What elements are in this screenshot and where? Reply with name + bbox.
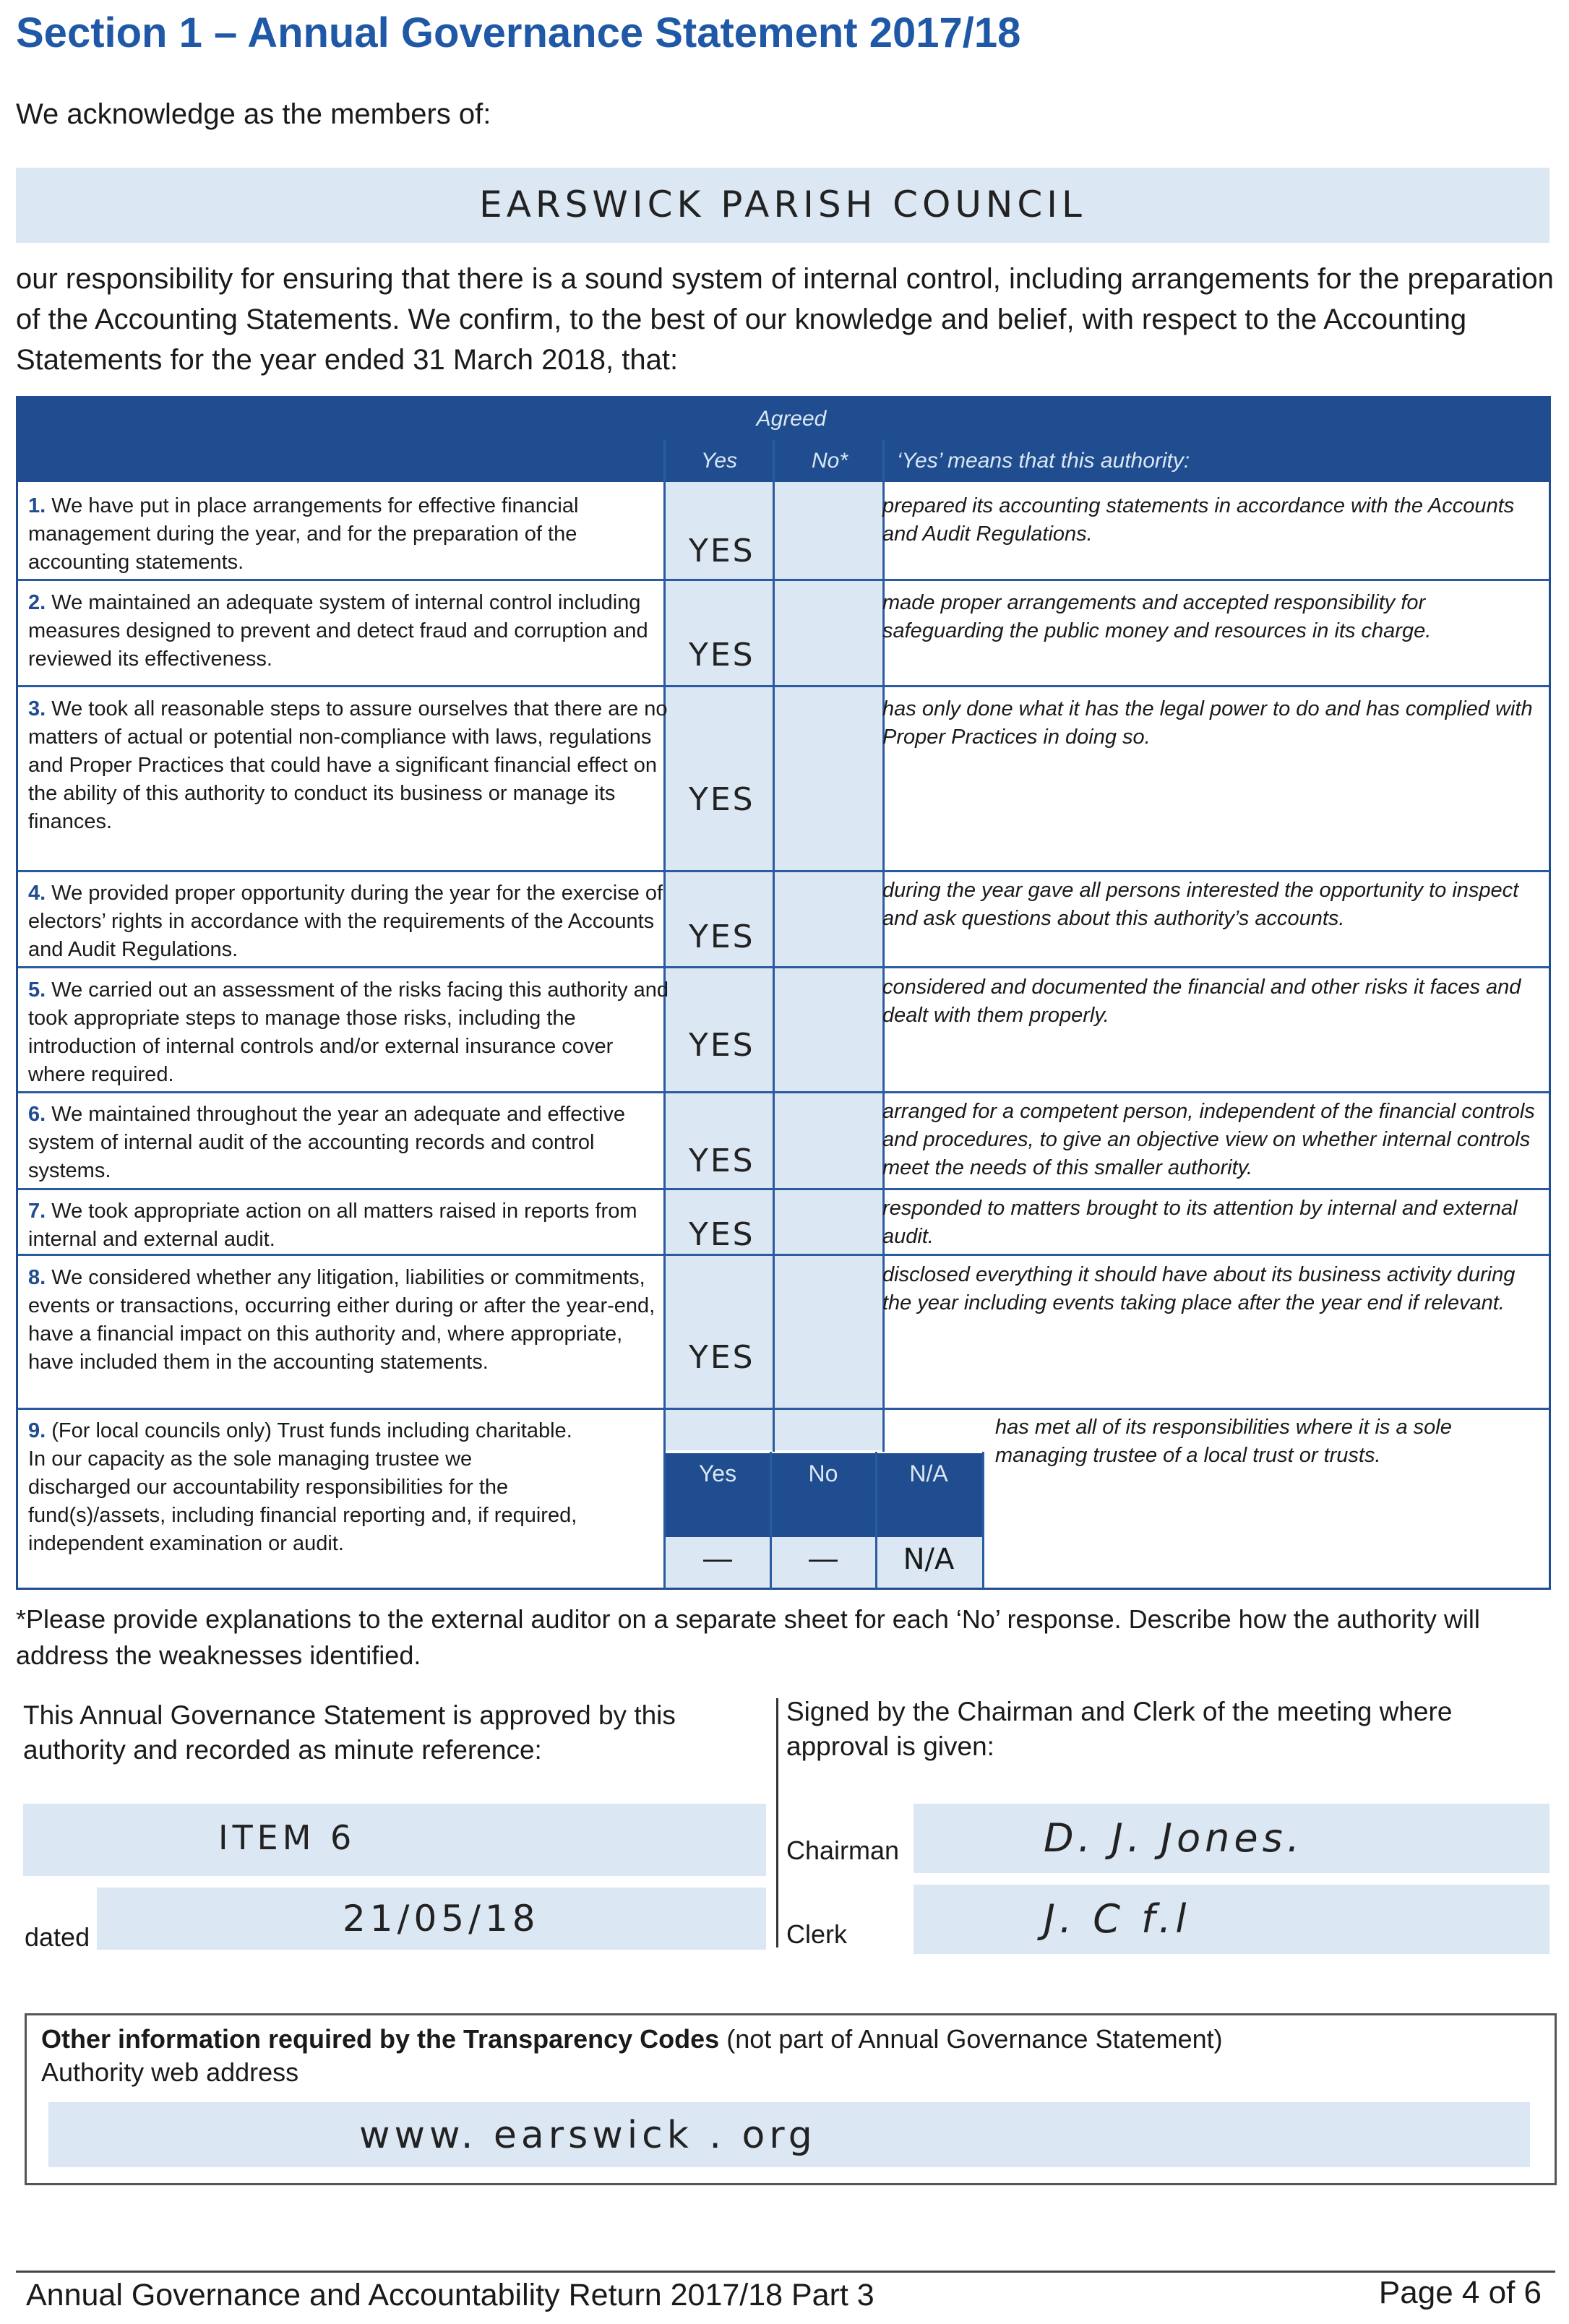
transparency-box (25, 2013, 1557, 2185)
means-2: made proper arrangements and accepted responsibility for safeguarding the public money and resources in its charge. (882, 591, 1432, 642)
row-divider (18, 579, 1549, 581)
row9-header-cells (665, 1453, 983, 1537)
row9-yes-header: Yes (698, 1460, 737, 1486)
row-divider (18, 1254, 1549, 1256)
transparency-heading-bold: Other information required by the Transparency Codes (41, 2024, 720, 2054)
dated-value: 21/05/18 (343, 1898, 540, 1940)
acknowledge-text: We acknowledge as the members of: (16, 98, 491, 130)
row9-no-answer[interactable]: — (809, 1543, 838, 1575)
statement-2: 2. We maintained an adequate system of internal control including measures designed to prevent and detect fraud and corruption and reviewed its effectiveness. (28, 591, 648, 671)
statement-1: 1. We have put in place arrangements for effective financial management during the year, and for the preparation of the accounting statements. (28, 494, 579, 574)
means-header: ‘Yes’ means that this authority: (897, 449, 1190, 473)
row-divider (18, 1188, 1549, 1190)
answer-4[interactable]: YES (689, 918, 755, 955)
answer-5[interactable]: YES (689, 1027, 755, 1064)
answer-6[interactable]: YES (689, 1142, 755, 1179)
footer-rule (16, 2271, 1555, 2273)
table-header-band (18, 398, 1549, 440)
page-number: Page 4 of 6 (1378, 2275, 1542, 2310)
row9-no-header: No (808, 1460, 838, 1486)
statement-4: 4. We provided proper opportunity during the year for the exercise of electors’ rights in accordance with the requirements of the Accounts and Audit Regulations. (28, 882, 663, 961)
col-divider (982, 1452, 984, 1589)
footnote: *Please provide explanations to the external auditor on a separate sheet for each ‘No’ response. Describe how the authority will address the weaknesses identified. (16, 1604, 1480, 1670)
col-divider (773, 440, 775, 1452)
table-subheader-band (18, 440, 1549, 482)
transparency-heading-rest: (not part of Annual Governance Statement) (719, 2024, 1223, 2054)
dated-field[interactable] (97, 1888, 766, 1950)
statement-3: 3. We took all reasonable steps to assure ourselves that there are no matters of actual or potential non-compliance with laws, regulations and Proper Practices that could have a significant financial effect on the ability of this authority to conduct its business or manage its finances. (28, 697, 668, 833)
means-7: responded to matters brought to its attention by internal and external audit. (882, 1197, 1518, 1248)
yes-header: Yes (700, 449, 738, 473)
answer-3[interactable]: YES (689, 781, 755, 818)
transparency-heading (41, 2024, 1223, 2054)
answer-8[interactable]: YES (689, 1339, 755, 1376)
web-address-label: Authority web address (41, 2057, 299, 2087)
row-divider (18, 966, 1549, 968)
chairman-label: Chairman (786, 1835, 900, 1865)
signature-text: Signed by the Chairman and Clerk of the meeting where approval is given: (786, 1697, 1453, 1761)
means-9: has met all of its responsibilities where it is a sole managing trustee of a local trust or trusts. (995, 1416, 1452, 1467)
answer-1[interactable]: YES (689, 533, 755, 569)
row9-yes-answer[interactable]: — (703, 1543, 732, 1575)
clerk-signature-field[interactable] (914, 1885, 1549, 1954)
means-5: considered and documented the financial and other risks it faces and dealt with them properly. (882, 976, 1521, 1027)
statement-8: 8. We considered whether any litigation, liabilities or commitments, events or transactions, occurring either during or after the year-end, have a financial impact on this authority and, where appropriate, have included them in the accounting statements. (28, 1266, 655, 1374)
means-4: during the year gave all persons interested the opportunity to inspect and ask questions about this authority’s accounts. (882, 879, 1519, 930)
clerk-signature: J. C f.l (1044, 1896, 1191, 1942)
row-divider (18, 870, 1549, 872)
web-address-field[interactable] (48, 2102, 1530, 2167)
authority-name-field[interactable] (16, 168, 1549, 243)
page-title: Section 1 – Annual Governance Statement 2017/18 (16, 9, 1021, 56)
means-3: has only done what it has the legal power to do and has complied with Proper Practices in doing so. (882, 697, 1533, 749)
authority-name: EARSWICK PARISH COUNCIL (479, 184, 1086, 225)
minute-reference-value: ITEM 6 (218, 1818, 356, 1857)
row9-na-header: N/A (909, 1460, 948, 1486)
means-1: prepared its accounting statements in accordance with the Accounts and Audit Regulations. (882, 494, 1515, 546)
statement-6: 6. We maintained throughout the year an adequate and effective system of internal audit of the accounting records and control systems. (28, 1103, 626, 1182)
row9-na-answer[interactable]: N/A (903, 1543, 955, 1576)
row-divider (18, 685, 1549, 687)
statement-7: 7. We took appropriate action on all matters raised in reports from internal and external audit. (28, 1200, 637, 1251)
section-divider (776, 1698, 778, 1948)
means-8: disclosed everything it should have about its business activity during the year including events taking place after the year end if relevant. (882, 1263, 1516, 1314)
intro-text: our responsibility for ensuring that there is a sound system of internal control, including arrangements for the preparation of the Accounting Statements. We confirm, to the best of our knowledge and belief, with respect to the Accounting Statements for the year ended 31 March 2018, that: (16, 263, 1554, 376)
chairman-signature-field[interactable] (914, 1804, 1549, 1873)
answer-2[interactable]: YES (689, 637, 755, 673)
agreed-header: Agreed (756, 407, 827, 431)
means-6: arranged for a competent person, independent of the financial controls and procedures, to give an objective view on whether internal controls meet the needs of this smaller authority. (882, 1100, 1535, 1179)
row-divider (18, 1091, 1549, 1093)
statement-9: 9. (For local councils only) Trust funds including charitable. In our capacity as the sole managing trustee we discharged our accountability responsibilities for the fund(s)/assets, including financial reporting and, if required, independent examination or audit. (28, 1419, 577, 1555)
approval-text: This Annual Governance Statement is approved by this authority and recorded as minute reference: (23, 1700, 676, 1765)
dated-label: dated (25, 1922, 90, 1952)
web-address-value: www. earswick . org (359, 2114, 817, 2157)
governance-table (16, 396, 1551, 1590)
row-divider (18, 1408, 1549, 1410)
minute-reference-field[interactable] (23, 1804, 766, 1876)
clerk-label: Clerk (786, 1919, 848, 1949)
footer-title: Annual Governance and Accountability Return 2017/18 Part 3 (26, 2278, 874, 2312)
answer-7[interactable]: YES (689, 1216, 755, 1253)
no-header: No* (811, 449, 848, 473)
chairman-signature: D. J. Jones. (1044, 1815, 1304, 1861)
statement-5: 5. We carried out an assessment of the risks facing this authority and took appropriate steps to manage those risks, including the introduction of internal controls and/or external insurance cover where required. (28, 978, 669, 1086)
